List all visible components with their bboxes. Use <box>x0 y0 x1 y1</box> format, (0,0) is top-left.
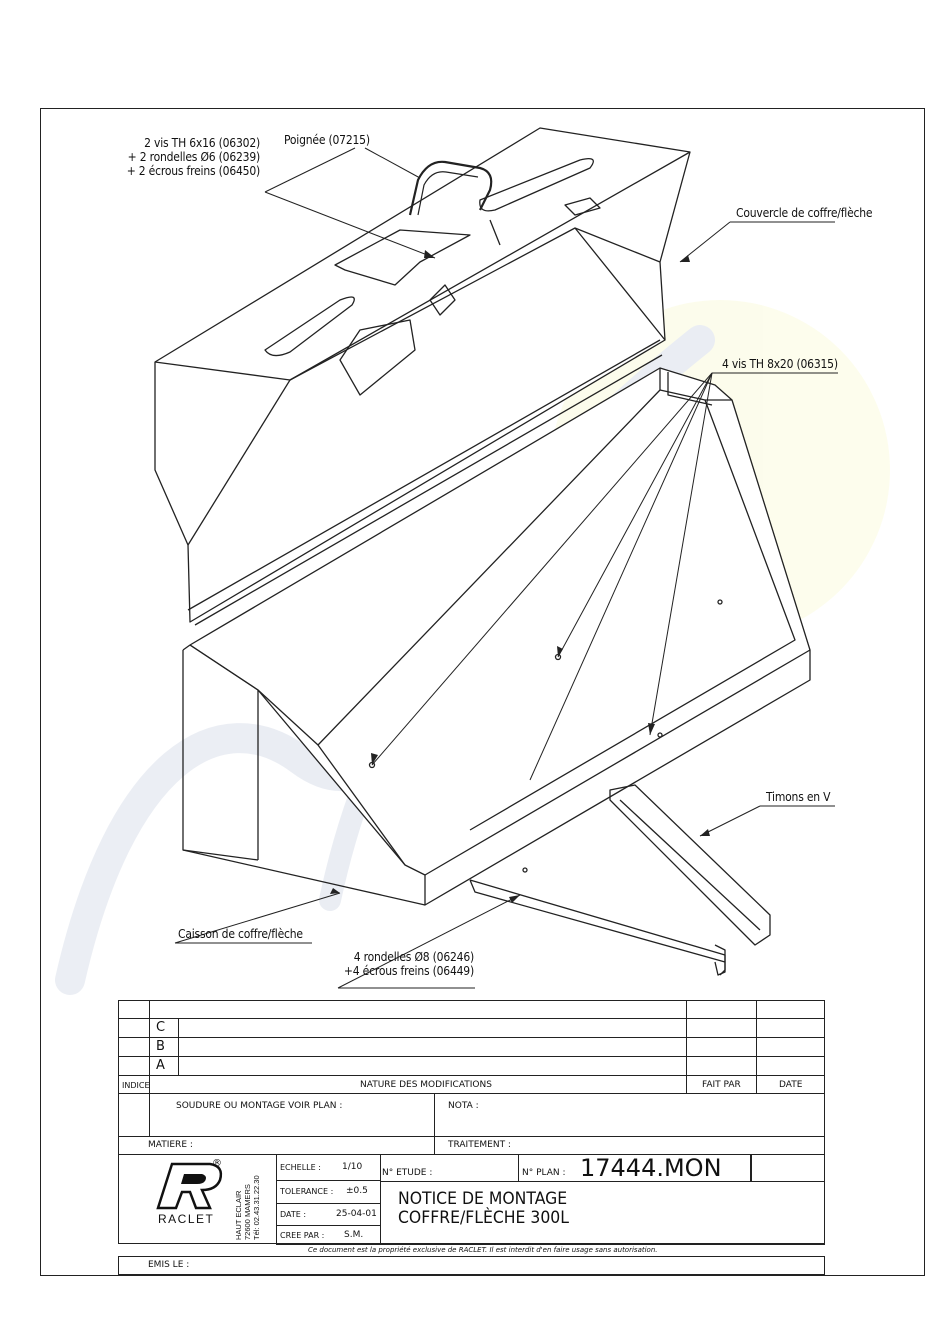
callout-line: + 2 écrous freins (06450) <box>126 164 260 178</box>
callout-line: 2 vis TH 6x16 (06302) <box>144 136 260 150</box>
ownership-notice: Ce document est la propriété exclusive de RACLET. Il est interdit d'en faire usage sans autorisation. <box>308 1246 658 1254</box>
exploded-assembly-drawing <box>40 108 925 1008</box>
callout-line: + 2 rondelles Ø6 (06239) <box>127 150 260 164</box>
emis-le-label: EMIS LE : <box>148 1260 190 1270</box>
revision-a: A <box>156 1058 165 1073</box>
drawing-title <box>398 1190 569 1228</box>
company-address <box>234 1162 274 1242</box>
callout-screws-lid <box>110 136 260 178</box>
logo-text: RACLET <box>158 1212 215 1226</box>
indice-header: INDICE <box>122 1081 150 1090</box>
callout-handle: Poignée (07215) <box>284 133 370 147</box>
nature-header: NATURE DES MODIFICATIONS <box>360 1080 492 1090</box>
revision-c: C <box>156 1020 166 1035</box>
date-label: DATE : <box>280 1210 307 1219</box>
drawbar-drawing <box>470 880 725 975</box>
title-block <box>118 1000 825 1275</box>
tolerance-value: ±0.5 <box>346 1186 368 1196</box>
matiere-label: MATIERE : <box>148 1140 193 1150</box>
traitement-label: TRAITEMENT : <box>448 1140 511 1150</box>
date-header: DATE <box>779 1080 803 1090</box>
fait-par-header: FAIT PAR <box>702 1080 741 1090</box>
echelle-value: 1/10 <box>342 1162 363 1172</box>
callout-lid: Couvercle de coffre/flèche <box>736 206 873 220</box>
title-line: COFFRE/FLÈCHE 300L <box>398 1208 569 1228</box>
echelle-label: ECHELLE : <box>280 1163 321 1172</box>
callout-drawbar: Timons en V <box>766 790 831 804</box>
callout-line: 4 rondelles Ø8 (06246) <box>353 950 474 964</box>
etude-label: N° ETUDE : <box>382 1168 433 1178</box>
cree-par-label: CREE PAR : <box>280 1231 325 1240</box>
registered-mark: ® <box>212 1158 222 1169</box>
callout-washers <box>320 950 474 978</box>
raclet-logo <box>150 1160 230 1224</box>
nota-label: NOTA : <box>448 1101 479 1111</box>
address-line: HAUT ECLAIR <box>234 1190 243 1240</box>
revision-b: B <box>156 1039 165 1054</box>
cree-par-value: S.M. <box>344 1230 364 1240</box>
plan-number: 17444.MON <box>580 1154 722 1182</box>
plan-label: N° PLAN : <box>522 1168 566 1178</box>
address-line: Tél: 02.43.31.22.30 <box>252 1175 261 1240</box>
tolerance-label: TOLERANCE : <box>280 1187 334 1196</box>
date-value: 25-04-01 <box>336 1209 377 1219</box>
callout-line: +4 écrous freins (06449) <box>343 964 474 978</box>
address-line: 72600 MAMERS <box>243 1184 252 1240</box>
callout-screws-box: 4 vis TH 8x20 (06315) <box>722 357 838 371</box>
title-line: NOTICE DE MONTAGE <box>398 1189 568 1209</box>
callout-box: Caisson de coffre/flèche <box>178 927 303 941</box>
soudure-label: SOUDURE OU MONTAGE VOIR PLAN : <box>176 1101 343 1111</box>
